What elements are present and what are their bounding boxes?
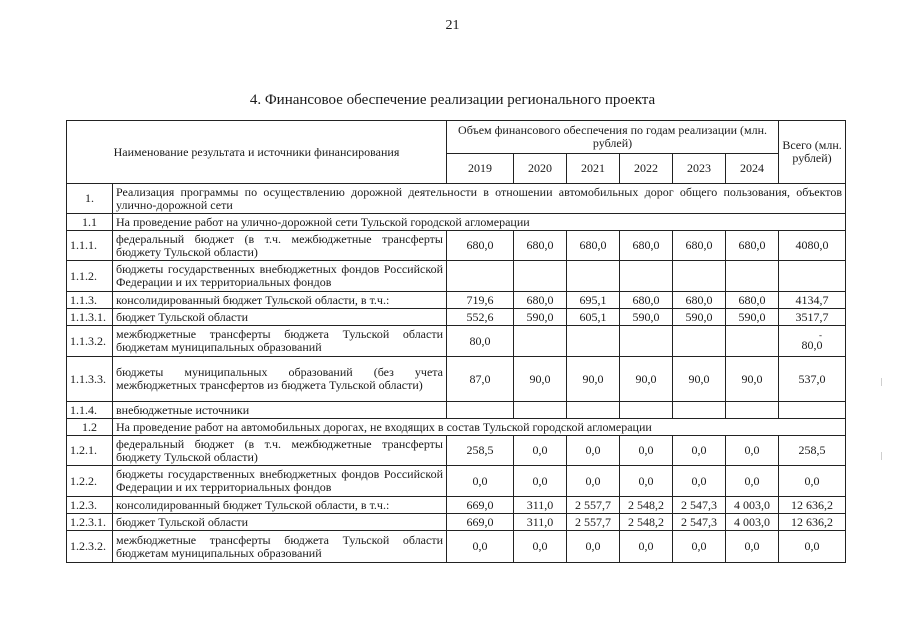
cell-2023: 0,0 xyxy=(673,466,726,497)
margin-mark xyxy=(881,452,882,460)
cell-2020 xyxy=(514,326,567,357)
cell-total: 12 636,2 xyxy=(779,514,846,531)
cell-2023: 680,0 xyxy=(673,292,726,309)
cell-2022 xyxy=(620,326,673,357)
header-year-2022: 2022 xyxy=(620,154,673,184)
cell-2024 xyxy=(726,326,779,357)
table-row xyxy=(67,436,846,466)
header-year-2024: 2024 xyxy=(726,154,779,184)
table-row xyxy=(67,292,846,309)
cell-2022: 680,0 xyxy=(620,231,673,261)
row-code: 1.1.3. xyxy=(67,292,113,309)
row-name: федеральный бюджет (в т.ч. межбюджетные трансферты бюджету Тульской области) xyxy=(113,436,447,466)
table-row xyxy=(67,531,846,563)
cell-2023: 2 547,3 xyxy=(673,497,726,514)
cell-2020: 680,0 xyxy=(514,231,567,261)
row-code: 1.1 xyxy=(67,214,113,231)
cell-2023: 2 547,3 xyxy=(673,514,726,531)
cell-total: 0,0 xyxy=(779,466,846,497)
cell-2023 xyxy=(673,326,726,357)
row-code: 1.2.3.2. xyxy=(67,531,113,563)
header-name-col: Наименование результата и источники финансирования xyxy=(67,121,447,184)
cell-2022: 590,0 xyxy=(620,309,673,326)
cell-2024: 4 003,0 xyxy=(726,514,779,531)
cell-2023: 0,0 xyxy=(673,531,726,563)
row-name: консолидированный бюджет Тульской области, в т.ч.: xyxy=(113,497,447,514)
cell-2020: 0,0 xyxy=(514,531,567,563)
row-code: 1.1.1. xyxy=(67,231,113,261)
header-year-2023: 2023 xyxy=(673,154,726,184)
cell-2022: 0,0 xyxy=(620,466,673,497)
cell-2021 xyxy=(567,261,620,292)
cell-2022: 2 548,2 xyxy=(620,497,673,514)
row-name: консолидированный бюджет Тульской области, в т.ч.: xyxy=(113,292,447,309)
row-name: бюджеты государственных внебюджетных фондов Российской Федерации и их территориальных фондов xyxy=(113,466,447,497)
table-row xyxy=(67,466,846,497)
row-name: межбюджетные трансферты бюджета Тульской области бюджетам муниципальных образований xyxy=(113,531,447,563)
row-code: 1.1.3.3. xyxy=(67,357,113,402)
cell-2023: 0,0 xyxy=(673,436,726,466)
cell-2023: 90,0 xyxy=(673,357,726,402)
row-code: 1. xyxy=(67,184,113,214)
cell-2024: 0,0 xyxy=(726,466,779,497)
cell-2020: 0,0 xyxy=(514,436,567,466)
cell-2021: 2 557,7 xyxy=(567,497,620,514)
cell-2022: 2 548,2 xyxy=(620,514,673,531)
cell-2024: 90,0 xyxy=(726,357,779,402)
cell-2020: 590,0 xyxy=(514,309,567,326)
header-year-2019: 2019 xyxy=(447,154,514,184)
cell-2020: 90,0 xyxy=(514,357,567,402)
cell-total xyxy=(779,326,846,357)
cell-2019: 87,0 xyxy=(447,357,514,402)
header-year-2020: 2020 xyxy=(514,154,567,184)
table-row xyxy=(67,514,846,531)
cell-2019: 258,5 xyxy=(447,436,514,466)
cell-2024 xyxy=(726,261,779,292)
cell-total: 4134,7 xyxy=(779,292,846,309)
cell-total: 0,0 xyxy=(779,531,846,563)
row-code: 1.2.3.1. xyxy=(67,514,113,531)
cell-2022: 680,0 xyxy=(620,292,673,309)
cell-2024: 4 003,0 xyxy=(726,497,779,514)
cell-2021: 2 557,7 xyxy=(567,514,620,531)
table-row xyxy=(67,309,846,326)
cell-2024: 590,0 xyxy=(726,309,779,326)
header-row-top xyxy=(67,121,846,154)
cell-2021: 0,0 xyxy=(567,466,620,497)
cell-2024: 680,0 xyxy=(726,292,779,309)
cell-2021 xyxy=(567,402,620,419)
cell-total: 537,0 xyxy=(779,357,846,402)
row-code: 1.2.1. xyxy=(67,436,113,466)
cell-2023 xyxy=(673,402,726,419)
cell-2022: 0,0 xyxy=(620,436,673,466)
total-mark: - xyxy=(819,329,823,340)
table-row xyxy=(67,326,846,357)
cell-2024: 680,0 xyxy=(726,231,779,261)
cell-2022 xyxy=(620,261,673,292)
cell-2019: 680,0 xyxy=(447,231,514,261)
section-row xyxy=(67,214,846,231)
cell-2020: 311,0 xyxy=(514,514,567,531)
table-row xyxy=(67,402,846,419)
cell-2019: 80,0 xyxy=(447,326,514,357)
cell-2019 xyxy=(447,402,514,419)
row-name: бюджет Тульской области xyxy=(113,309,447,326)
row-name: бюджет Тульской области xyxy=(113,514,447,531)
cell-2024 xyxy=(726,402,779,419)
table-row xyxy=(67,357,846,402)
cell-2020 xyxy=(514,261,567,292)
cell-2019: 719,6 xyxy=(447,292,514,309)
section-title: На проведение работ на автомобильных дорогах, не входящих в состав Тульской городской агломерации xyxy=(113,419,846,436)
cell-2020: 0,0 xyxy=(514,466,567,497)
cell-2019: 0,0 xyxy=(447,531,514,563)
section-row xyxy=(67,419,846,436)
cell-total: 12 636,2 xyxy=(779,497,846,514)
table-row xyxy=(67,497,846,514)
section-title: На проведение работ на улично-дорожной сети Тульской городской агломерации xyxy=(113,214,846,231)
margin-mark xyxy=(881,378,882,386)
row-name: бюджеты муниципальных образований (без учета межбюджетных трансфертов из бюджета Тульской области) xyxy=(113,357,447,402)
cell-2019 xyxy=(447,261,514,292)
cell-2023: 590,0 xyxy=(673,309,726,326)
cell-total: 3517,7 xyxy=(779,309,846,326)
row-name: бюджеты государственных внебюджетных фондов Российской Федерации и их территориальных фондов xyxy=(113,261,447,292)
row-code: 1.2.2. xyxy=(67,466,113,497)
cell-2020: 680,0 xyxy=(514,292,567,309)
financing-table xyxy=(66,120,846,563)
cell-2021 xyxy=(567,326,620,357)
header-total: Всего (млн. рублей) xyxy=(779,121,846,184)
cell-2024: 0,0 xyxy=(726,436,779,466)
row-name: межбюджетные трансферты бюджета Тульской области бюджетам муниципальных образований xyxy=(113,326,447,357)
section-row xyxy=(67,184,846,214)
cell-2022: 0,0 xyxy=(620,531,673,563)
cell-2019: 0,0 xyxy=(447,466,514,497)
row-code: 1.1.4. xyxy=(67,402,113,419)
section-title: Реализация программы по осуществлению дорожной деятельности в отношении автомобильных дорог общего пользования, объектов улично-дорожной сети xyxy=(113,184,846,214)
page-number: 21 xyxy=(445,18,460,33)
cell-2023 xyxy=(673,261,726,292)
row-code: 1.1.2. xyxy=(67,261,113,292)
row-code: 1.2 xyxy=(67,419,113,436)
row-name: внебюджетные источники xyxy=(113,402,447,419)
cell-2020: 311,0 xyxy=(514,497,567,514)
header-years-group: Объем финансового обеспечения по годам реализации (млн. рублей) xyxy=(447,121,779,154)
table-row xyxy=(67,261,846,292)
row-code: 1.2.3. xyxy=(67,497,113,514)
cell-total: 4080,0 xyxy=(779,231,846,261)
cell-2020 xyxy=(514,402,567,419)
cell-total: 258,5 xyxy=(779,436,846,466)
cell-2019: 669,0 xyxy=(447,514,514,531)
cell-2021: 0,0 xyxy=(567,531,620,563)
cell-2021: 0,0 xyxy=(567,436,620,466)
cell-2022: 90,0 xyxy=(620,357,673,402)
row-code: 1.1.3.2. xyxy=(67,326,113,357)
document-title: 4. Финансовое обеспечение реализации регионального проекта xyxy=(249,92,656,108)
cell-2019: 669,0 xyxy=(447,497,514,514)
total-value: 80,0 xyxy=(801,337,823,352)
row-name: федеральный бюджет (в т.ч. межбюджетные трансферты бюджету Тульской области) xyxy=(113,231,447,261)
cell-2021: 680,0 xyxy=(567,231,620,261)
header-year-2021: 2021 xyxy=(567,154,620,184)
cell-total xyxy=(779,402,846,419)
cell-2022 xyxy=(620,402,673,419)
cell-2021: 90,0 xyxy=(567,357,620,402)
cell-2019: 552,6 xyxy=(447,309,514,326)
cell-2023: 680,0 xyxy=(673,231,726,261)
cell-total xyxy=(779,261,846,292)
table-row xyxy=(67,231,846,261)
cell-2021: 695,1 xyxy=(567,292,620,309)
cell-2021: 605,1 xyxy=(567,309,620,326)
row-code: 1.1.3.1. xyxy=(67,309,113,326)
cell-2024: 0,0 xyxy=(726,531,779,563)
